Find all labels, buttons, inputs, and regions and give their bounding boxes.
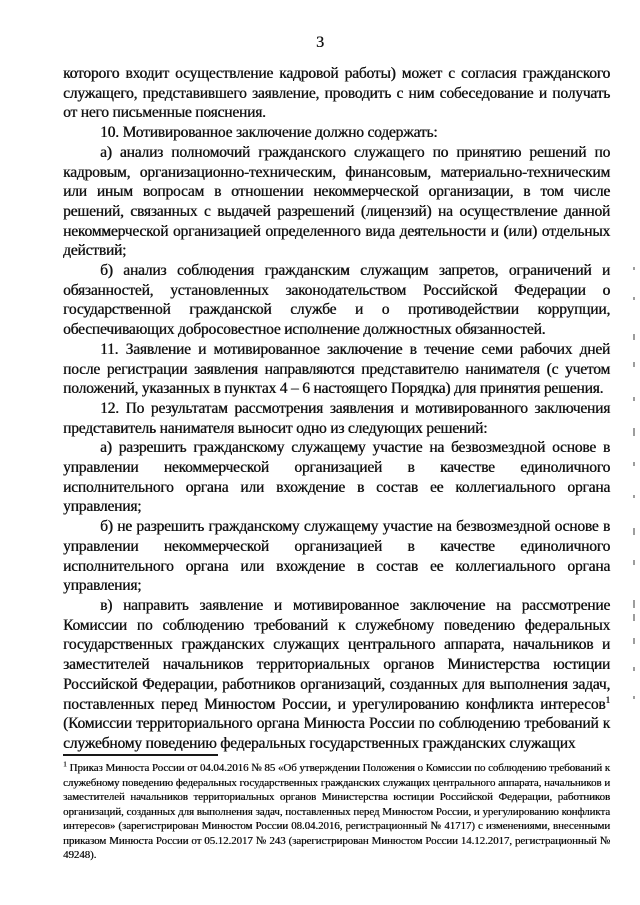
paragraph-continuation: которого входит осуществление кадровой работы) может с согласия гражданского служащего, представившего заявление, проводить с ним собеседование и получать от него письменные пояснения. — [63, 65, 610, 122]
footnote-reference-marker: 1 — [605, 694, 610, 706]
paragraph-12-item-v — [63, 596, 610, 754]
footnote-separator — [63, 754, 218, 756]
footnote-text: Приказ Минюста России от 04.04.2016 № 85 «Об утверждении Положения о Комиссии по соблюдению требований к служебному поведению федеральных государственных гражданских служащих центрального аппарата, начальников и заместителей начальников территориальных органов Министерства юстиции Российской Федерации, работников организаций, созданных для выполнения задач, поставленных перед Минюстом России, и урегулированию конфликта интересов» (зарегистрирован Минюстом России 08.04.2016, регистрационный № 41717) с изменениями, внесенными приказом Минюста России от 05.12.2017 № 243 (зарегистрирован Минюстом России 14.12.2017, регистрационный № 49248). — [63, 762, 610, 861]
scan-artifact-dash — [633, 362, 635, 367]
paragraph-10-item-b: б) анализ соблюдения гражданским служащим запретов, ограничений и обязанностей, установленных законодательством Российской Федерации о государственной гражданской службе и о противодействии коррупции, обеспечивающих добросовестное исполнение должностных обязанностей. — [63, 262, 610, 339]
paragraph-12-item-a: а) разрешить гражданскому служащему участие на безвозмездной основе в управлении некоммерческой организацией в качестве единоличного исполнительного органа или вхождение в состав ее коллегиального органа управления; — [63, 439, 610, 516]
document-body — [63, 64, 610, 754]
scan-artifact-dash — [633, 638, 635, 644]
scan-artifact-dash — [633, 334, 635, 340]
scan-artifact-dash — [633, 267, 635, 270]
scan-artifact-dash — [633, 614, 635, 621]
scan-artifact-dash — [633, 600, 635, 608]
paragraph-11: 11. Заявление и мотивированное заключение в течение семи рабочих дней после регистрации заявления направляются представителю нанимателя (с учетом положений, указанных в пунктах 4 – 6 настоящего Порядка) для принятия решения. — [63, 340, 610, 398]
scan-artifact-dash — [633, 696, 635, 699]
scan-artifact-dash — [633, 397, 635, 401]
footnote-marker: 1 — [63, 759, 67, 769]
scan-artifact-dash — [633, 667, 635, 671]
page-number: 3 — [316, 34, 324, 51]
scan-artifact-dash — [633, 560, 635, 565]
footnote — [63, 761, 610, 863]
paragraph-10: 10. Мотивированное заключение должно содержать: — [100, 124, 438, 142]
scan-artifact-dash — [633, 428, 635, 436]
scan-artifact-dash — [633, 528, 635, 535]
scan-artifact-dash — [633, 495, 635, 498]
paragraph-12-item-v-text-after: (Комиссии территориального органа Минюста России по соблюдению требований к служебному поведению федеральных государственных гражданских служащих — [63, 715, 610, 752]
paragraph-12: 12. По результатам рассмотрения заявления и мотивированного заключения представитель нанимателя выносит одно из следующих решений: — [63, 399, 610, 437]
scan-artifact-dash — [633, 462, 635, 466]
paragraph-12-item-v-text: в) направить заявление и мотивированное заключение на рассмотрение Комиссии по соблюдению требований к служебному поведению федеральных государственных гражданских служащих центрального аппарата, начальников и заместителей начальников территориальных органов Министерства юстиции Российской Федерации, работников организаций, созданных для выполнения задач, поставленных перед Минюстом России, и урегулированию конфликта интересов — [63, 596, 610, 713]
scan-artifact-dash — [633, 297, 635, 300]
paragraph-12-item-b: б) не разрешить гражданскому служащему участие на безвозмездной основе в управлении некоммерческой организацией в качестве единоличного исполнительного органа или вхождение в состав ее коллегиального органа управления; — [63, 518, 610, 595]
paragraph-10-item-a: а) анализ полномочий гражданского служащего по принятию решений по кадровым, организационно-техническим, финансовым, материально-техническим или иным вопросам в отношении некоммерческой организации, в том числе решений, связанных с выдачей разрешений (лицензий) на осуществление данной некоммерческой организацией определенного вида деятельности и (или) отдельных действий; — [63, 143, 610, 260]
